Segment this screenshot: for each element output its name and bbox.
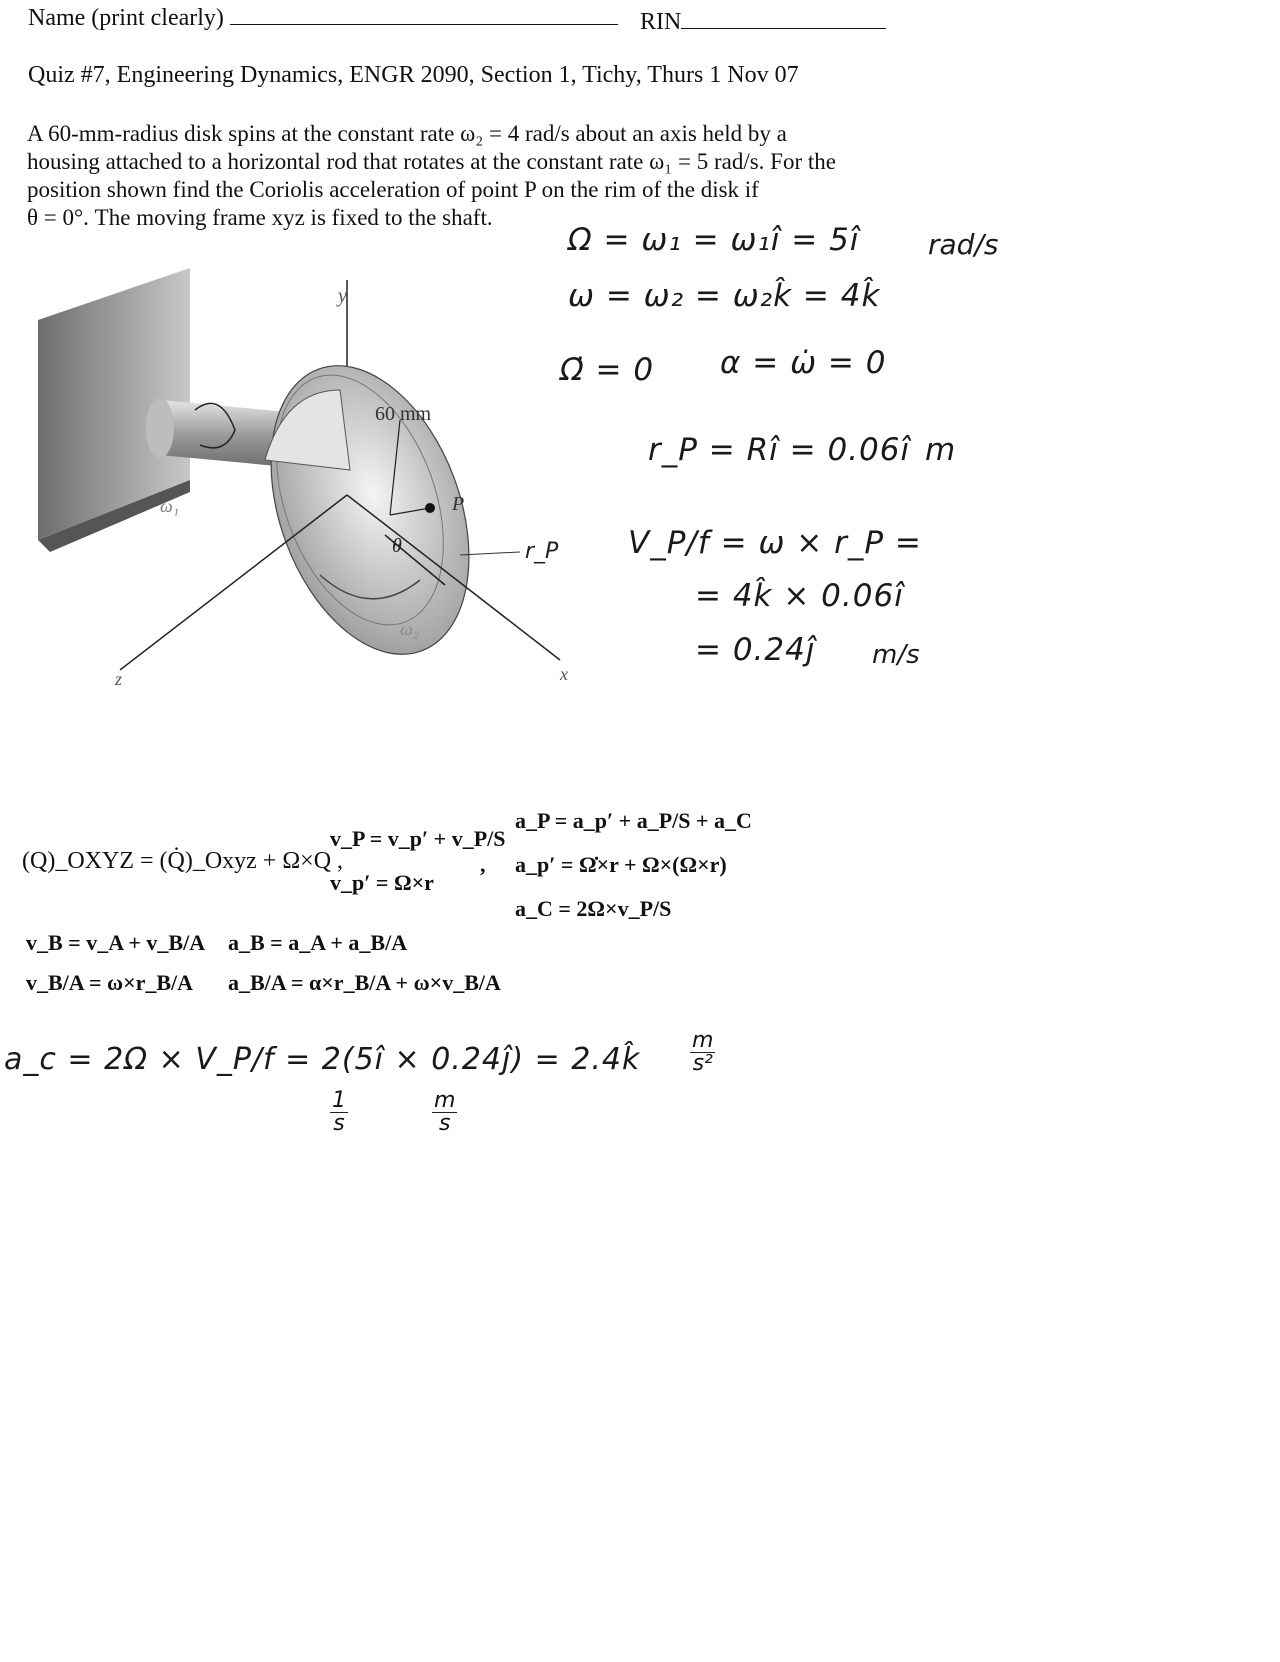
- formula-vp-prime: v_p′ = Ω×r: [330, 870, 434, 895]
- under1-den: s: [333, 1111, 345, 1136]
- disk-figure: [20, 240, 640, 720]
- problem-statement: [27, 120, 927, 232]
- hand-rp-units: m: [925, 432, 957, 468]
- housing: [265, 390, 350, 470]
- label-y: y: [338, 285, 347, 307]
- name-field[interactable]: [230, 4, 618, 25]
- label-omega2: ω₂: [400, 619, 419, 639]
- problem-line-4: θ = 0°. The moving frame xyz is fixed to the shaft.: [27, 205, 493, 230]
- label-p: P: [452, 493, 465, 515]
- hand-final-answer: a_c = 2Ω × V_P/f = 2(5î × 0.24ĵ) = 2.4k̂: [4, 1042, 641, 1077]
- formula-ap-prime: a_p′ = Ω̇×r + Ω×(Ω×r): [515, 852, 727, 877]
- point-p: [425, 503, 435, 513]
- rin-row: [640, 8, 886, 36]
- name-row: [28, 4, 618, 32]
- formula-vba: v_B/A = ω×r_B/A: [26, 970, 194, 995]
- formula-q-derivative: (Q)_OXYZ = (Q̇)_Oxyz + Ω×Q ,: [22, 848, 344, 874]
- formula-aba: a_B/A = α×r_B/A + ω×v_B/A: [228, 970, 501, 995]
- hand-omega-small: ω = ω₂ = ω₂k̂ = 4k̂: [568, 278, 881, 314]
- formula-comma: ,: [480, 852, 486, 877]
- shaft-collar: [146, 398, 174, 458]
- hand-vpf-units: m/s: [872, 640, 920, 670]
- under2-den: s: [438, 1111, 451, 1136]
- rin-label: RIN: [640, 9, 682, 35]
- hand-vpf-cross: = 4k̂ × 0.06î: [695, 578, 904, 614]
- label-z: z: [115, 669, 123, 689]
- hand-under-1: [330, 1090, 348, 1135]
- formula-ap: a_P = a_p′ + a_P/S + a_C: [515, 808, 752, 833]
- hand-vpf: V_P/f = ω × r_P =: [628, 525, 922, 561]
- label-omega1: ω₁: [160, 496, 179, 516]
- formula-ab: a_B = a_A + a_B/A: [228, 930, 408, 955]
- quiz-title: Quiz #7, Engineering Dynamics, ENGR 2090, Section 1, Tichy, Thurs 1 Nov 07: [28, 62, 799, 88]
- hand-omega-big-units: rad/s: [928, 228, 999, 261]
- problem-line-1: A 60-mm-radius disk spins at the constant rate ω₂ = 4 rad/s about an axis held by a: [27, 121, 787, 146]
- disk: [234, 338, 506, 681]
- hand-alpha: α = ω̇ = 0: [720, 345, 887, 381]
- hand-omega-dot: Ω̇ = 0: [560, 352, 655, 388]
- formula-vb: v_B = v_A + v_B/A: [26, 930, 206, 955]
- final-units-den: s²: [692, 1051, 713, 1076]
- hand-omega-big: Ω = ω₁ = ω₁î = 5î: [568, 222, 860, 258]
- problem-line-2: housing attached to a horizontal rod that rotates at the constant rate ω₁ = 5 rad/s. For the: [27, 149, 836, 174]
- label-theta: θ: [392, 535, 402, 557]
- label-rp: r_P: [525, 539, 559, 564]
- under2-num: m: [434, 1088, 456, 1113]
- hand-vpf-result: = 0.24ĵ: [695, 632, 816, 668]
- formula-vp: v_P = v_p′ + v_P/S: [330, 826, 506, 851]
- label-radius: 60 mm: [375, 403, 432, 425]
- hand-final-units: [690, 1030, 715, 1075]
- name-label: Name (print clearly): [28, 5, 224, 31]
- final-units-num: m: [692, 1028, 714, 1053]
- under1-num: 1: [332, 1088, 346, 1113]
- hand-under-2: [432, 1090, 457, 1135]
- problem-line-3: position shown find the Coriolis acceleration of point P on the rim of the disk if: [27, 177, 759, 202]
- formula-ac: a_C = 2Ω×v_P/S: [515, 896, 672, 921]
- hand-rp: r_P = Rî = 0.06î: [648, 432, 911, 468]
- rin-field[interactable]: [681, 8, 886, 29]
- label-x: x: [560, 664, 568, 684]
